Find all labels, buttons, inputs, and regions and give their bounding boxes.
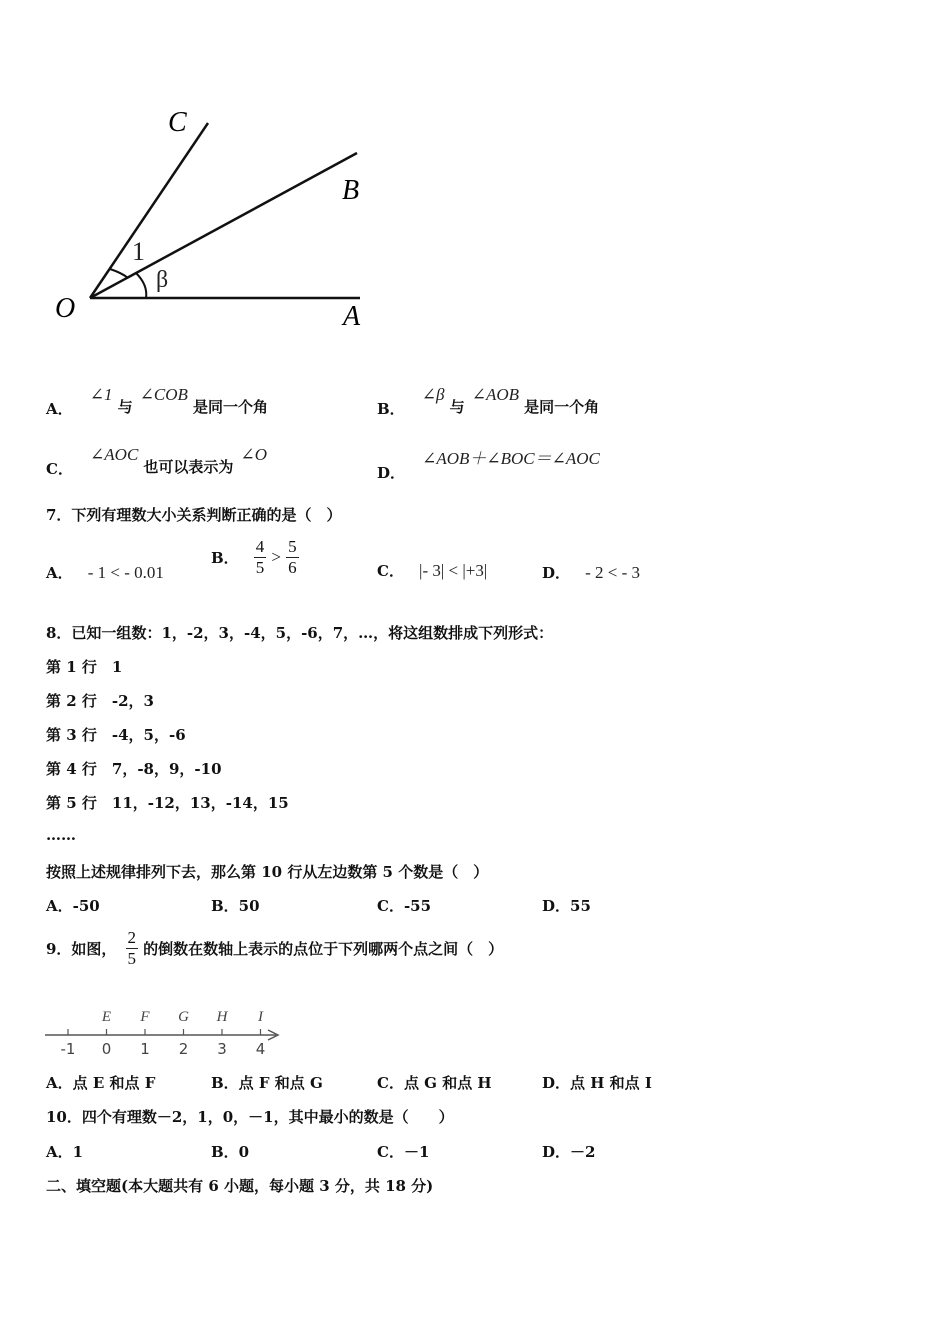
label-angle-1: 1 xyxy=(132,237,145,266)
q7-option-b xyxy=(211,537,299,578)
option-key: D． xyxy=(377,464,406,482)
option-text: 与 xyxy=(449,398,465,416)
math-expr: - 1 < - 0.01 xyxy=(87,563,164,582)
math-operator: > xyxy=(271,547,281,567)
q9-option-c: C．点 G 和点 H xyxy=(377,1074,492,1092)
fraction-5-6 xyxy=(286,537,299,578)
q9-option-a: A．点 E 和点 F xyxy=(46,1074,156,1092)
q7-stem: 7．下列有理数大小关系判断正确的是（ ） xyxy=(46,506,342,524)
axis-tick-label: 0 xyxy=(101,1040,112,1058)
q6-option-d xyxy=(377,444,600,482)
label-c: C xyxy=(168,107,187,138)
denominator: 5 xyxy=(255,558,265,577)
q6-option-b xyxy=(377,384,600,418)
math-expr: ∠O xyxy=(240,445,268,464)
q9-option-d: D．点 H 和点 I xyxy=(542,1074,652,1092)
fraction-4-5 xyxy=(254,537,267,578)
math-expr: ∠COB xyxy=(139,385,188,404)
point-label: G xyxy=(178,1009,189,1025)
point-label: I xyxy=(258,1009,263,1025)
q8-option-c: C．-55 xyxy=(377,897,432,915)
option-key: D． xyxy=(542,564,571,582)
denominator: 6 xyxy=(288,558,297,577)
q8-row-ellipsis: …… xyxy=(46,826,76,844)
number-line xyxy=(40,1003,290,1061)
point-label: H xyxy=(216,1009,228,1025)
numerator: 2 xyxy=(127,928,137,947)
math-expr: ∠AOB xyxy=(471,385,519,404)
q10-stem: 10．四个有理数－2，1，0，－1，其中最小的数是（ ） xyxy=(46,1108,454,1126)
numerator: 5 xyxy=(288,537,297,556)
q7-option-a xyxy=(46,562,164,583)
axis-tick-label: -1 xyxy=(60,1040,76,1058)
axis-tick-label: 4 xyxy=(255,1040,266,1058)
point-label: F xyxy=(140,1009,150,1025)
q6-option-c xyxy=(46,444,268,478)
option-key: C． xyxy=(377,562,404,580)
q8-row: 第 1 行 1 xyxy=(46,658,123,676)
math-expr: ∠1 xyxy=(89,385,113,404)
option-text: 与 xyxy=(117,398,133,416)
q10-option-a: A．1 xyxy=(46,1143,84,1161)
label-angle-beta: β xyxy=(156,267,169,293)
q10-option-b: B．0 xyxy=(211,1143,250,1161)
axis-tick-label: 3 xyxy=(217,1040,227,1058)
q9-stem xyxy=(46,928,503,969)
option-key: A． xyxy=(46,564,73,582)
axis-tick-label: 1 xyxy=(140,1040,150,1058)
numerator: 4 xyxy=(255,537,265,556)
option-text: 是同一个角 xyxy=(193,398,269,416)
option-key: B． xyxy=(211,549,239,567)
q8-row: 第 3 行 -4，5，-6 xyxy=(46,726,186,744)
math-expr: ∠AOC xyxy=(90,445,139,464)
math-expr: ∠AOB＋∠BOC＝∠AOC xyxy=(422,449,600,468)
label-a: A xyxy=(343,301,361,332)
q9-suffix: 的倒数在数轴上表示的点位于下列哪两个点之间（ ） xyxy=(143,940,504,958)
q10-option-c: C．－1 xyxy=(377,1143,430,1161)
math-expr: |- 3| < |+3| xyxy=(419,561,488,580)
arc-angle-1 xyxy=(110,269,128,278)
option-key: A． xyxy=(46,400,73,418)
denominator: 5 xyxy=(127,949,137,968)
section-heading: 二、填空题(本大题共有 6 小题，每小题 3 分，共 18 分) xyxy=(46,1177,434,1195)
q8-row: 第 5 行 11，-12，13，-14，15 xyxy=(46,794,289,812)
q7-option-c xyxy=(377,560,487,581)
fraction-2-5 xyxy=(126,928,139,969)
math-expr: - 2 < - 3 xyxy=(585,563,641,582)
point-label: E xyxy=(101,1009,112,1025)
axis-tick-label: 2 xyxy=(178,1040,189,1058)
option-key: B． xyxy=(377,400,405,418)
arc-angle-beta xyxy=(136,273,146,298)
label-b: B xyxy=(342,175,360,206)
q8-row: 第 4 行 7，-8，9，-10 xyxy=(46,760,222,778)
ray-oc xyxy=(90,123,208,298)
q6-option-a xyxy=(46,384,269,418)
q8-option-d: D．55 xyxy=(542,897,591,915)
q8-option-b: B．50 xyxy=(211,897,260,915)
math-expr: ∠β xyxy=(421,385,445,404)
q10-option-d: D．－2 xyxy=(542,1143,596,1161)
ray-ob xyxy=(90,153,360,298)
q9-option-b: B．点 F 和点 G xyxy=(211,1074,323,1092)
option-text: 也可以表示为 xyxy=(143,458,234,476)
angle-figure xyxy=(40,95,400,345)
option-key: C． xyxy=(46,460,73,478)
q8-question: 按照上述规律排列下去，那么第 10 行从左边数第 5 个数是（ ） xyxy=(46,863,489,881)
q7-option-d xyxy=(542,562,640,583)
q8-option-a: A．-50 xyxy=(46,897,100,915)
option-text: 是同一个角 xyxy=(524,398,600,416)
label-o: O xyxy=(55,293,76,324)
q8-stem: 8．已知一组数：1，-2，3，-4，5，-6，7，…，将这组数排成下列形式： xyxy=(46,624,554,642)
q9-prefix: 9．如图， xyxy=(46,940,117,958)
q8-row: 第 2 行 -2，3 xyxy=(46,692,154,710)
